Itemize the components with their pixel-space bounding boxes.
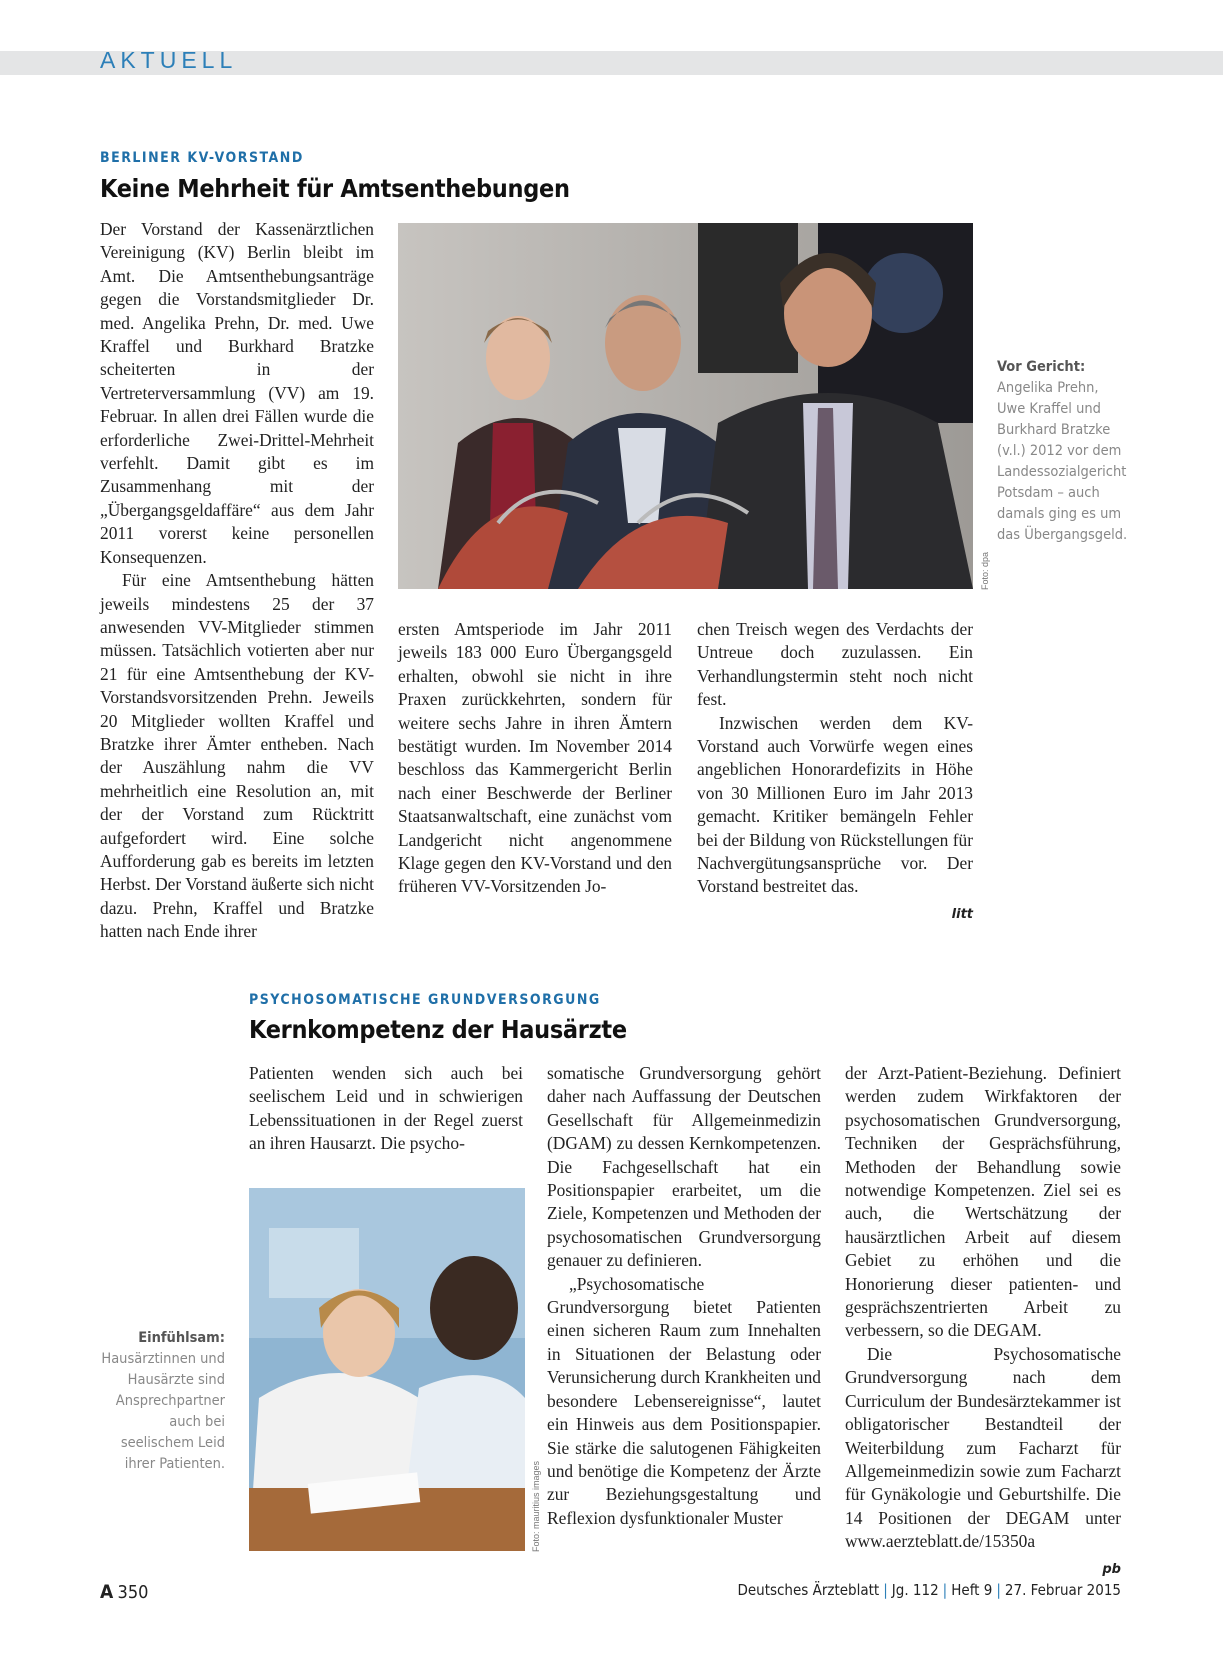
- paragraph: Die Psychosomatische Grundversorgung nach dem Curriculum der Bundesärztekammer ist obligatorischer Bestandteil der Weiterbildung zum Facharzt für Allgemeinmedizin sowie zum Facharzt für Gynäkologie und Geburtshilfe. Die 14 Positionen der DEGAM unter www.aerzteblatt.de/15350a: [845, 1343, 1121, 1552]
- paragraph: Der Vorstand der Kassenärztlichen Vereinigung (KV) Berlin bleibt im Amt. Die Amtsenthebungsanträge gegen die Vorstandsmitglieder Dr. med. Angelika Prehn, Dr. med. Uwe Kraffel und Burkhard Bratzke scheiterten in der Vertreterversammlung (VV) am 19. Februar. In allen drei Fällen wurde die erforderliche Zwei-Drittel-Mehrheit verfehlt. Damit gibt es im Zusammenhang mit der „Übergangsgeldaffäre“ aus dem Jahr 2011 vorerst keine personellen Konsequenzen.: [100, 219, 374, 567]
- page-number-value: 350: [117, 1582, 149, 1603]
- article1-headline: Keine Mehrheit für Amtsenthebungen: [100, 174, 570, 203]
- article2-byline: pb: [1102, 1561, 1121, 1577]
- paragraph: ersten Amtsperiode im Jahr 2011 jeweils 183 000 Euro Übergangsgeld erhalten, obwohl sie nicht in ihre Praxen zurückkehrten, sondern für weitere sechs Jahre in ihren Ämtern bestätigt wurden. Im November 2014 beschloss das Kammergericht Berlin nach einer Beschwerde der Berliner Staatsanwaltschaft, eine zunächst vom Landgericht nicht angenommene Klage gegen den KV-Vorstand und den früheren VV-Vorsitzenden Jo-: [398, 619, 672, 897]
- article1-photo: [398, 223, 973, 589]
- section-label: AKTUELL: [100, 47, 238, 73]
- journal-date: 27. Februar 2015: [1004, 1581, 1121, 1599]
- journal-issue: Heft 9: [951, 1581, 993, 1599]
- page-prefix: A: [100, 1581, 114, 1603]
- separator: |: [883, 1581, 888, 1599]
- paragraph: der Arzt-Patient-Beziehung. Definiert werden zudem Wirkfaktoren der psychosomatischen Grundversorgung, Techniken der Gesprächsführung, Methoden der Behandlung sowie notwendige Kompetenzen. Ziel sei es auch, die Wertschätzung der hausärztlichen Arbeit auf diesem Gebiet zu erhöhen und die Honorierung dieser patienten- und gesprächszentrierten Arbeit zu verbessern, so die DEGAM.: [845, 1063, 1121, 1341]
- article2-photo-credit: Foto: mauritius images: [531, 1460, 541, 1552]
- journal-footer: [737, 1581, 1121, 1599]
- journal-volume: Jg. 112: [891, 1581, 939, 1599]
- journal-name: Deutsches Ärzteblatt: [737, 1581, 880, 1599]
- courtroom-photo-image: [398, 223, 973, 589]
- article1-column-3: [697, 618, 973, 926]
- caption-lead: Einfühlsam:: [138, 1330, 225, 1346]
- article1-column-1: [100, 218, 374, 944]
- paragraph: Für eine Amtsenthebung hätten jeweils mindestens 25 der 37 anwesenden VV-Mitglieder stimmen müssen. Tatsächlich votierten aber nur 21 für eine Amtsenthebung der KV-Vorstandsvorsitzenden Prehn. Jeweils 20 Mitglieder wollten Kraffel und Bratzke ihrer Ämter entheben. Nach der Auszählung nahm die VV mehrheitlich eine Resolution an, mit der der Vorstand zum Rücktritt aufgefordert wird. Eine solche Aufforderung gab es bereits im letzten Herbst. Der Vorstand äußerte sich nicht dazu. Prehn, Kraffel und Bratzke hatten nach Ende ihrer: [100, 570, 374, 942]
- article1-photo-credit: Foto: dpa: [980, 551, 990, 590]
- caption-lead: Vor Gericht:: [997, 359, 1086, 375]
- article2-headline: Kernkompetenz der Hausärzte: [249, 1015, 627, 1044]
- article1-kicker: BERLINER KV-VORSTAND: [100, 150, 304, 166]
- paragraph: somatische Grundversorgung gehört daher nach Auffassung der Deutschen Gesellschaft für Allgemeinmedizin (DGAM) zu dessen Kernkompetenzen. Die Fachgesellschaft hat ein Positionspapier erarbeitet, um die Ziele, Kompetenzen und Methoden der psychosomatischen Grundversorgung genauer zu definieren.: [547, 1063, 821, 1271]
- article1-column-2: [398, 618, 672, 899]
- article1-byline: litt: [951, 906, 973, 922]
- caption-text: Hausärztinnen und Hausärzte sind Ansprechpartner auch bei seelischem Leid ihrer Patienten.: [101, 1351, 225, 1472]
- paragraph: „Psychosomatische Grundversorgung bietet Patienten einen sicheren Raum zum Innehalten in Situationen der Belastung oder Verunsicherung durch Krankheiten und besondere Lebensereignisse“, lautet ein Hinweis aus dem Positionspapier. Sie stärke die salutogenen Fähigkeiten und benötige die Kompetenz der Ärzte zur Beziehungsgestaltung und Reflexion dysfunktionaler Muster: [547, 1273, 821, 1528]
- separator: |: [942, 1581, 948, 1599]
- separator: |: [996, 1581, 1001, 1599]
- paragraph: Inzwischen werden dem KV-Vorstand auch Vorwürfe wegen eines angeblichen Honorardefizits in Höhe von 30 Millionen Euro im Jahr 2013 gemacht. Kritiker bemängeln Fehler bei der Bildung von Rückstellungen für Nachvergütungsansprüche vor. Der Vorstand bestreitet das.: [697, 712, 973, 897]
- paragraph: Patienten wenden sich auch bei seelischem Leid und in schwierigen Lebenssituationen in der Regel zuerst an ihren Hausarzt. Die psycho-: [249, 1063, 523, 1154]
- doctor-patient-photo-image: [249, 1188, 525, 1551]
- article2-kicker: PSYCHOSOMATISCHE GRUNDVERSORGUNG: [249, 992, 601, 1008]
- article2-column-1: [249, 1062, 523, 1156]
- caption-text: Angelika Prehn, Uwe Kraffel und Burkhard Bratzke (v.l.) 2012 vor dem Landessozialgericht Potsdam – auch damals ging es um das Übergangsgeld.: [997, 380, 1128, 543]
- article2-caption: [95, 1328, 225, 1475]
- article2-column-2: [547, 1062, 821, 1530]
- article2-column-3: [845, 1062, 1121, 1581]
- paragraph: chen Treisch wegen des Verdachts der Untreue doch zuzulassen. Ein Verhandlungstermin steht noch nicht fest.: [697, 619, 973, 710]
- page-number: [100, 1581, 148, 1603]
- article2-photo: [249, 1188, 525, 1551]
- article1-caption: [997, 357, 1129, 546]
